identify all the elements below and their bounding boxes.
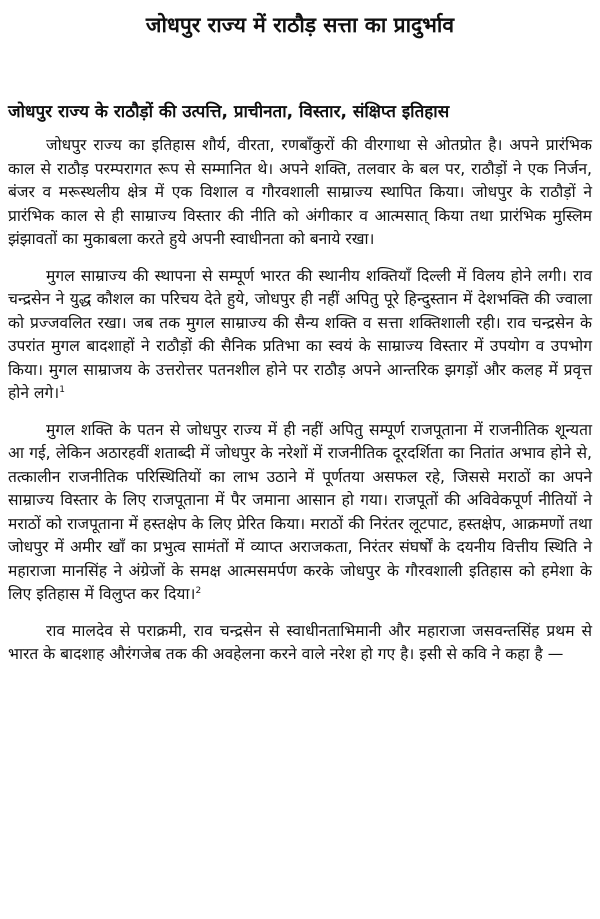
paragraph-4 [8,620,592,667]
paragraph-text: जोधपुर राज्य का इतिहास शौर्य, वीरता, रणबाँकुरों की वीरगाथा से ओतप्रोत है। अपने प्रारंभिक काल से राठौड़ परम्परागत रूप से सम्मानित थे। अपने शक्ति, तलवार के बल पर, राठौड़ों ने एक निर्जन, बंजर व मरूस्थलीय क्षेत्र में एक विशाल व गौरवशाली साम्राज्य स्थापित किया। जोधपुर के राठौड़ों ने प्रारंभिक काल से ही साम्राज्य विस्तार की नीति को अंगीकार व आत्मसात् किया तथा प्रारंभिक मुस्लिम झंझावतों का मुकाबला करते हुये अपनी स्वाधीनता को बनाये रखा। [8,136,592,248]
paragraph-text: राव मालदेव से पराक्रमी, राव चन्द्रसेन से स्वाधीनताभिमानी और महाराजा जसवन्तसिंह प्रथम से भारत के बादशाह औरंगजेब तक की अवहेलना करने वाले नरेश हो गए है। इसी से कवि ने कहा है — [8,621,592,663]
footnote-marker: 2 [195,585,202,596]
paragraph-2 [8,265,592,406]
section-heading: जोधपुर राज्य के राठौड़ों की उत्पत्ति, प्राचीनता, विस्तार, संक्षिप्त इतिहास [8,102,450,122]
paragraph-text: मुगल शक्ति के पतन से जोधपुर राज्य में ही नहीं अपितु सम्पूर्ण राजपूताना में राजनीतिक शून्यता आ गई, लेकिन अठारहवीं शताब्दी में जोधपुर के नरेशों में राजनीतिक दूरदर्शिता का नितांत अभाव होने से, तत्कालीन राजनीतिक परिस्थितियों का लाभ उठाने में पूर्णतया असफल रहे, जिससे मराठों का अपने साम्राज्य विस्तार के लिए राजपूताना में पैर जमाना आसान हो गया। राजपूतों की अविवेकपूर्ण नीतियों ने मराठों को राजपूताना में हस्तक्षेप के लिए प्रेरित किया। मराठों की निरंतर लूटपाट, हस्तक्षेप, आक्रमणों तथा जोधपुर में अमीर खाँ का प्रभुत्व सामंतों में व्याप्त अराजकता, निरंतर संघर्षों के दयनीय वित्तीय स्थिति ने महाराजा मानसिंह ने अंग्रेजों के समक्ष आत्मसमर्पण करके जोधपुर के गौरवशाली इतिहास को हमेशा के लिए इतिहास में विलुप्त कर दिया। [8,420,592,603]
paragraph-3 [8,419,592,607]
paragraph-text: मुगल साम्राज्य की स्थापना से सम्पूर्ण भारत की स्थानीय शक्तियाँ दिल्ली में विलय होने लगी। राव चन्द्रसेन ने युद्ध कौशल का परिचय देते हुये, जोधपुर ही नहीं अपितु पूरे हिन्दुस्तान में देशभक्ति की ज्वाला को प्रज्जवलित रखा। जब तक मुगल साम्राज्य की सैन्य शक्ति व सत्ता शक्तिशाली रही। राव चन्द्रसेन के उपरांत मुगल बादशाहों ने राठौड़ों की सैनिक प्रतिभा का स्वयं के साम्राज्य विस्तार में उपयोग व उपभोग किया। मुगल साम्राजय के उत्तरोत्तर पतनशील होने पर राठौड़ अपने आन्तरिक झगड़ों और कलह में प्रवृत्त होने लगे। [8,266,592,402]
footnote-marker: 1 [59,384,65,395]
paragraph-1 [8,134,592,252]
page-title: जोधपुर राज्य में राठौड़ सत्ता का प्रादुर्भाव [145,13,455,37]
